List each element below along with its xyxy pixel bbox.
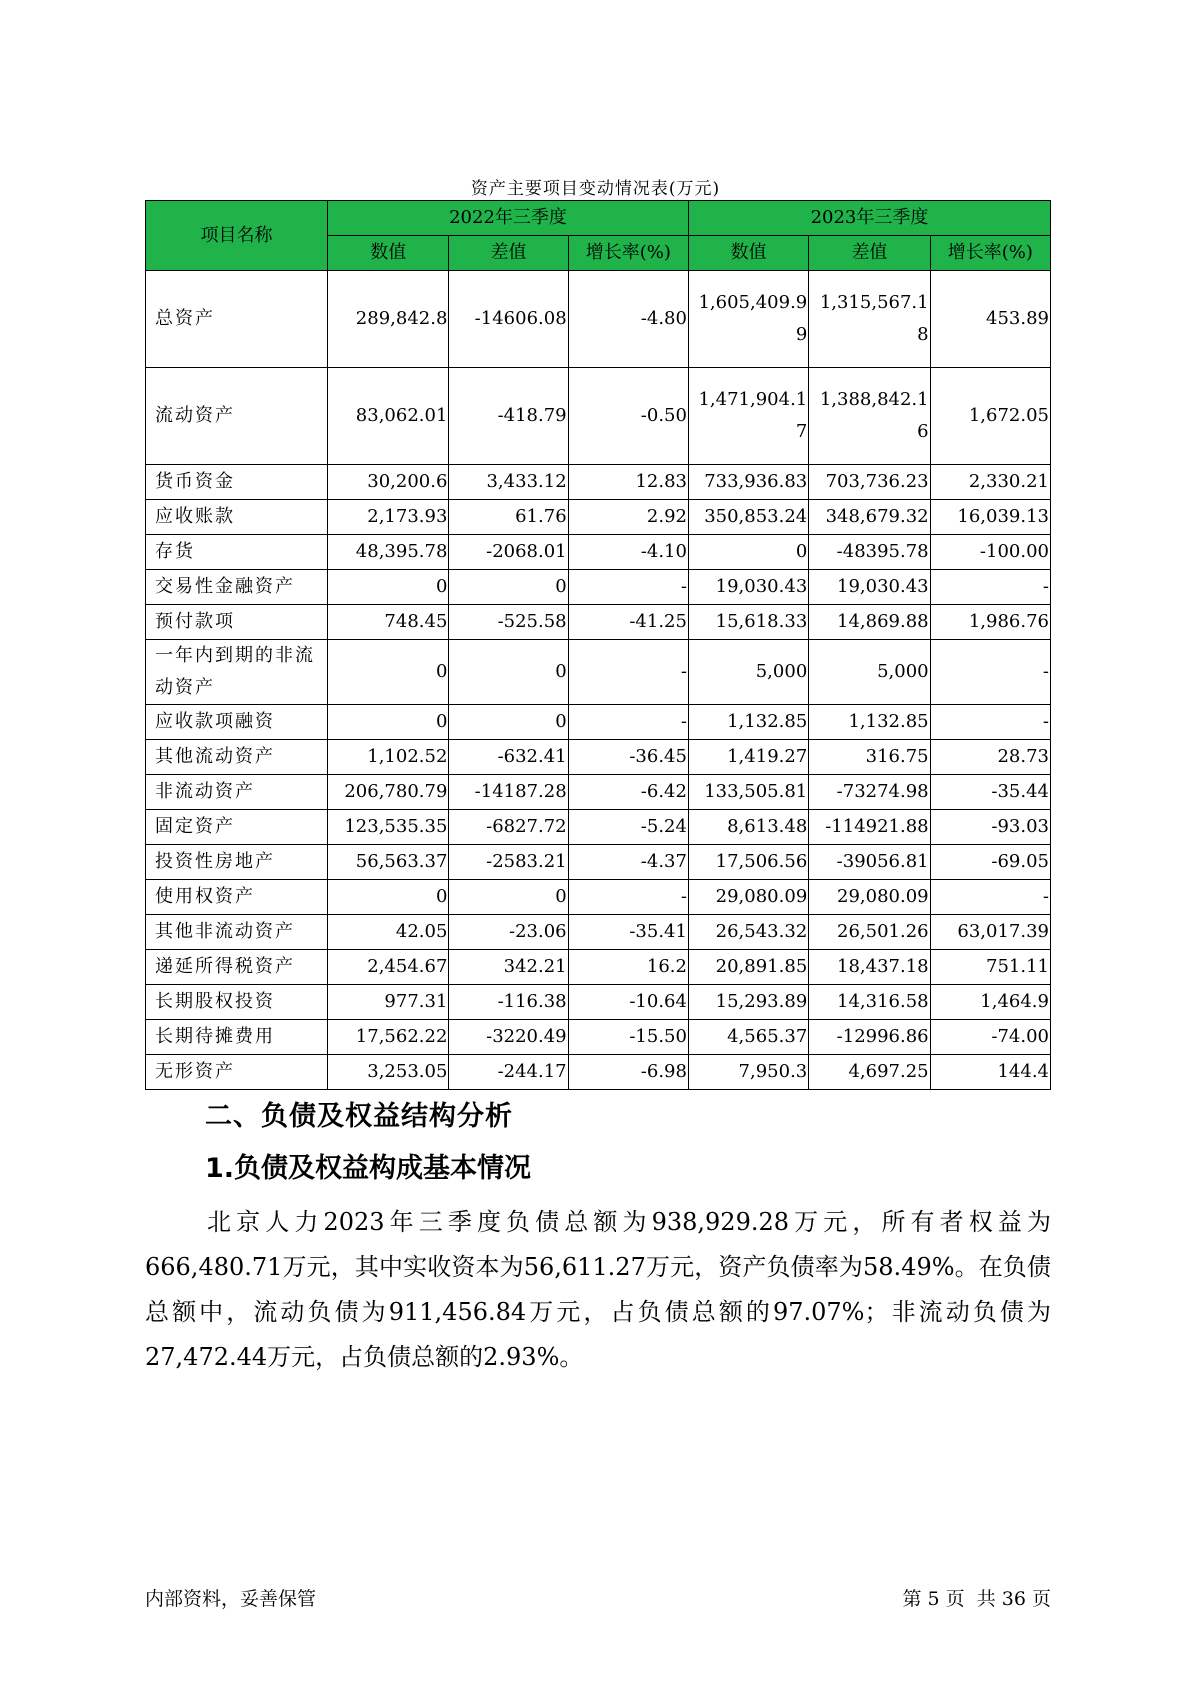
table-row [146,985,1051,1020]
cell-diff-2022: 0 [449,705,568,740]
cell-growth-2023: 453.89 [930,271,1050,368]
cell-growth-2023: 1,672.05 [930,368,1050,465]
cell-value-2023: 5,000 [688,640,808,705]
row-item-name: 应收款项融资 [146,705,328,740]
cell-growth-2023: -93.03 [930,810,1050,845]
footer-page-number: 第 5 页 共 36 页 [902,1588,1051,1610]
cell-diff-2023: 5,000 [809,640,930,705]
cell-growth-2023: -35.44 [930,775,1050,810]
row-item-name: 货币资金 [146,465,328,500]
header-diff-2022: 差值 [449,236,568,271]
cell-diff-2022: -525.58 [449,605,568,640]
cell-value-2023: 733,936.83 [688,465,808,500]
cell-value-2023: 15,293.89 [688,985,808,1020]
row-item-name: 非流动资产 [146,775,328,810]
cell-growth-2022: 12.83 [568,465,688,500]
section-heading: 二、负债及权益结构分析 [205,1101,513,1132]
cell-growth-2023: 751.11 [930,950,1050,985]
cell-growth-2022: - [568,640,688,705]
cell-growth-2022: -6.98 [568,1055,688,1090]
cell-growth-2023: - [930,640,1050,705]
table-row [146,845,1051,880]
table-caption: 资产主要项目变动情况表(万元) [470,179,721,199]
cell-growth-2022: -15.50 [568,1020,688,1055]
row-item-name: 总资产 [146,271,328,368]
cell-growth-2022: -4.80 [568,271,688,368]
cell-diff-2022: -2583.21 [449,845,568,880]
cell-diff-2022: -116.38 [449,985,568,1020]
table-row [146,740,1051,775]
header-growth-2023: 增长率(%) [930,236,1050,271]
table-row [146,705,1051,740]
table-row [146,1020,1051,1055]
cell-growth-2023: 1,986.76 [930,605,1050,640]
cell-value-2022: 3,253.05 [328,1055,449,1090]
cell-growth-2023: - [930,705,1050,740]
cell-diff-2023: 1,132.85 [809,705,930,740]
cell-value-2023: 1,419.27 [688,740,808,775]
cell-value-2022: 206,780.79 [328,775,449,810]
table-row [146,605,1051,640]
cell-diff-2023: 348,679.32 [809,500,930,535]
cell-value-2022: 748.45 [328,605,449,640]
cell-value-2023: 20,891.85 [688,950,808,985]
cell-diff-2022: 61.76 [449,500,568,535]
row-item-name: 其他非流动资产 [146,915,328,950]
cell-diff-2023: 14,316.58 [809,985,930,1020]
table-row [146,915,1051,950]
cell-diff-2023: 29,080.09 [809,880,930,915]
cell-diff-2022: 0 [449,880,568,915]
cell-diff-2023: 19,030.43 [809,570,930,605]
cell-value-2022: 0 [328,705,449,740]
row-item-name: 预付款项 [146,605,328,640]
cell-value-2022: 30,200.6 [328,465,449,500]
cell-diff-2023: 1,388,842.16 [809,368,930,465]
cell-value-2023: 4,565.37 [688,1020,808,1055]
cell-diff-2023: 18,437.18 [809,950,930,985]
cell-growth-2023: 1,464.9 [930,985,1050,1020]
cell-growth-2022: -6.42 [568,775,688,810]
cell-diff-2023: 703,736.23 [809,465,930,500]
asset-change-table [145,200,1051,1090]
cell-value-2022: 977.31 [328,985,449,1020]
cell-diff-2023: 316.75 [809,740,930,775]
cell-growth-2022: -5.24 [568,810,688,845]
cell-growth-2022: 16.2 [568,950,688,985]
row-item-name: 其他流动资产 [146,740,328,775]
cell-value-2023: 133,505.81 [688,775,808,810]
cell-value-2023: 19,030.43 [688,570,808,605]
cell-value-2022: 2,454.67 [328,950,449,985]
table-row [146,880,1051,915]
cell-growth-2022: -4.37 [568,845,688,880]
cell-diff-2023: 26,501.26 [809,915,930,950]
cell-growth-2023: 2,330.21 [930,465,1050,500]
cell-growth-2022: -41.25 [568,605,688,640]
table-row [146,950,1051,985]
cell-diff-2022: -2068.01 [449,535,568,570]
cell-diff-2023: 14,869.88 [809,605,930,640]
cell-value-2023: 17,506.56 [688,845,808,880]
table-row [146,1055,1051,1090]
table-row [146,535,1051,570]
cell-growth-2022: -0.50 [568,368,688,465]
header-period-2023: 2023年三季度 [688,201,1050,236]
cell-diff-2023: -48395.78 [809,535,930,570]
cell-value-2022: 123,535.35 [328,810,449,845]
cell-value-2023: 1,132.85 [688,705,808,740]
cell-value-2022: 17,562.22 [328,1020,449,1055]
table-row [146,271,1051,368]
cell-value-2022: 48,395.78 [328,535,449,570]
header-value-2022: 数值 [328,236,449,271]
cell-value-2023: 7,950.3 [688,1055,808,1090]
cell-growth-2022: - [568,880,688,915]
cell-diff-2022: 0 [449,570,568,605]
cell-value-2022: 0 [328,570,449,605]
row-item-name: 流动资产 [146,368,328,465]
cell-value-2022: 2,173.93 [328,500,449,535]
cell-value-2022: 1,102.52 [328,740,449,775]
cell-diff-2023: 1,315,567.18 [809,271,930,368]
cell-diff-2022: -418.79 [449,368,568,465]
cell-growth-2023: -74.00 [930,1020,1050,1055]
row-item-name: 使用权资产 [146,880,328,915]
cell-value-2023: 0 [688,535,808,570]
cell-growth-2022: - [568,705,688,740]
cell-value-2023: 350,853.24 [688,500,808,535]
cell-growth-2023: - [930,880,1050,915]
header-period-2022: 2022年三季度 [328,201,689,236]
cell-diff-2022: -632.41 [449,740,568,775]
cell-value-2023: 15,618.33 [688,605,808,640]
table-row [146,640,1051,705]
cell-value-2022: 289,842.8 [328,271,449,368]
cell-growth-2023: -69.05 [930,845,1050,880]
cell-value-2023: 1,605,409.99 [688,271,808,368]
header-value-2023: 数值 [688,236,808,271]
cell-diff-2022: -23.06 [449,915,568,950]
cell-value-2022: 0 [328,640,449,705]
header-diff-2023: 差值 [809,236,930,271]
header-item-name: 项目名称 [146,201,328,271]
table-row [146,465,1051,500]
cell-growth-2022: 2.92 [568,500,688,535]
cell-growth-2023: 144.4 [930,1055,1050,1090]
cell-growth-2023: 63,017.39 [930,915,1050,950]
cell-value-2022: 42.05 [328,915,449,950]
cell-diff-2023: -73274.98 [809,775,930,810]
row-item-name: 投资性房地产 [146,845,328,880]
row-item-name: 长期股权投资 [146,985,328,1020]
cell-value-2022: 83,062.01 [328,368,449,465]
cell-diff-2022: -244.17 [449,1055,568,1090]
cell-growth-2022: -10.64 [568,985,688,1020]
cell-diff-2022: -14606.08 [449,271,568,368]
cell-value-2023: 29,080.09 [688,880,808,915]
row-item-name: 交易性金融资产 [146,570,328,605]
body-paragraph: 北京人力2023年三季度负债总额为938,929.28万元，所有者权益为666,480.71万元，其中实收资本为56,611.27万元，资产负债率为58.49%。在负债总额中，流动负债为911,456.84万元，占负债总额的97.07%；非流动负债为27,472.44万元，占负债总额的2.93%。 [145,1208,1051,1371]
table-row [146,570,1051,605]
subsection-heading: 1.负债及权益构成基本情况 [205,1153,532,1184]
row-item-name: 长期待摊费用 [146,1020,328,1055]
cell-growth-2023: -100.00 [930,535,1050,570]
row-item-name: 应收账款 [146,500,328,535]
cell-diff-2022: -14187.28 [449,775,568,810]
row-item-name: 一年内到期的非流动资产 [146,640,328,705]
cell-value-2023: 26,543.32 [688,915,808,950]
row-item-name: 无形资产 [146,1055,328,1090]
cell-diff-2022: -3220.49 [449,1020,568,1055]
row-item-name: 递延所得税资产 [146,950,328,985]
cell-growth-2022: -4.10 [568,535,688,570]
row-item-name: 存货 [146,535,328,570]
table-row [146,810,1051,845]
cell-diff-2022: 3,433.12 [449,465,568,500]
cell-growth-2023: - [930,570,1050,605]
cell-diff-2022: -6827.72 [449,810,568,845]
cell-growth-2022: -36.45 [568,740,688,775]
cell-diff-2023: 4,697.25 [809,1055,930,1090]
cell-diff-2023: -39056.81 [809,845,930,880]
cell-value-2023: 8,613.48 [688,810,808,845]
cell-growth-2022: - [568,570,688,605]
cell-diff-2022: 0 [449,640,568,705]
cell-diff-2023: -114921.88 [809,810,930,845]
cell-diff-2023: -12996.86 [809,1020,930,1055]
header-growth-2022: 增长率(%) [568,236,688,271]
cell-growth-2023: 28.73 [930,740,1050,775]
cell-growth-2022: -35.41 [568,915,688,950]
cell-diff-2022: 342.21 [449,950,568,985]
row-item-name: 固定资产 [146,810,328,845]
cell-value-2022: 0 [328,880,449,915]
table-row [146,368,1051,465]
table-row [146,775,1051,810]
cell-value-2023: 1,471,904.17 [688,368,808,465]
cell-value-2022: 56,563.37 [328,845,449,880]
footer-confidential-note: 内部资料，妥善保管 [145,1588,317,1610]
table-row [146,500,1051,535]
cell-growth-2023: 16,039.13 [930,500,1050,535]
